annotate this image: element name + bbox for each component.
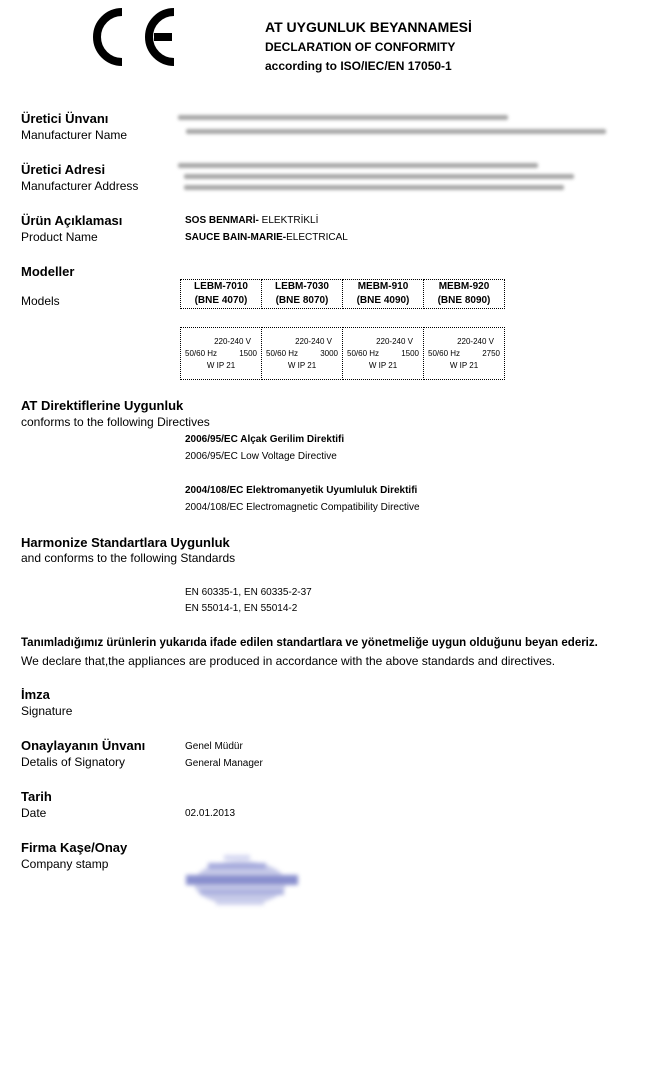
manufacturer-name-redacted bbox=[178, 112, 608, 146]
emc-directive-en: 2004/108/EC Electromagnetic Compatibility Directive bbox=[185, 502, 420, 513]
spec-cell: 220-240 V 50/60 Hz 2750 W IP 21 bbox=[424, 328, 505, 380]
stamp-label-en: Company stamp bbox=[21, 857, 109, 871]
standards-label-en: and conforms to the following Standards bbox=[21, 551, 236, 565]
standard-reference: according to ISO/IEC/EN 17050-1 bbox=[265, 59, 452, 73]
signatory-label-tr: Onaylayanın Ünvanı bbox=[21, 738, 146, 753]
title-english: DECLARATION OF CONFORMITY bbox=[265, 40, 456, 54]
model-cell: MEBM-910 (BNE 4090) bbox=[343, 280, 424, 309]
standards-line-1: EN 60335-1, EN 60335-2-37 bbox=[185, 587, 312, 598]
ce-mark-logo bbox=[92, 6, 188, 68]
manufacturer-name-label-en: Manufacturer Name bbox=[21, 128, 128, 142]
lvd-directive-en: 2006/95/EC Low Voltage Directive bbox=[185, 451, 337, 462]
product-label-en: Product Name bbox=[21, 230, 98, 244]
spec-cell: 220-240 V 50/60 Hz 1500 W IP 21 bbox=[181, 328, 262, 380]
directives-label-tr: AT Direktiflerine Uygunluk bbox=[21, 398, 184, 413]
signature-label-en: Signature bbox=[21, 704, 73, 718]
model-cell: MEBM-920 (BNE 8090) bbox=[424, 280, 505, 309]
models-label-tr: Modeller bbox=[21, 264, 75, 279]
manufacturer-address-label-en: Manufacturer Address bbox=[21, 179, 139, 193]
signatory-label-en: Detalis of Signatory bbox=[21, 755, 126, 769]
models-label-en: Models bbox=[21, 294, 60, 308]
product-label-tr: Ürün Açıklaması bbox=[21, 213, 123, 228]
manufacturer-name-label-tr: Üretici Ünvanı bbox=[21, 111, 109, 126]
date-label-tr: Tarih bbox=[21, 789, 52, 804]
date-label-en: Date bbox=[21, 806, 47, 820]
spec-cell: 220-240 V 50/60 Hz 3000 W IP 21 bbox=[262, 328, 343, 380]
manufacturer-address-redacted bbox=[178, 160, 578, 196]
company-stamp-image bbox=[170, 843, 315, 933]
model-cell: LEBM-7010 (BNE 4070) bbox=[181, 280, 262, 309]
emc-directive-tr: 2004/108/EC Elektromanyetik Uyumluluk Direktifi bbox=[185, 485, 418, 496]
product-value-en: SAUCE BAIN-MARIE-ELECTRICAL bbox=[185, 232, 348, 243]
lvd-directive-tr: 2006/95/EC Alçak Gerilim Direktifi bbox=[185, 434, 345, 445]
standards-label-tr: Harmonize Standartlara Uygunluk bbox=[21, 535, 230, 550]
model-cell: LEBM-7030 (BNE 8070) bbox=[262, 280, 343, 309]
signatory-value-tr: Genel Müdür bbox=[185, 741, 243, 752]
standards-line-2: EN 55014-1, EN 55014-2 bbox=[185, 603, 298, 614]
signature-label-tr: İmza bbox=[21, 687, 50, 702]
product-value-tr: SOS BENMARİ- ELEKTRİKLİ bbox=[185, 215, 319, 226]
signatory-value-en: General Manager bbox=[185, 758, 263, 769]
manufacturer-address-label-tr: Üretici Adresi bbox=[21, 162, 106, 177]
specs-table bbox=[180, 327, 505, 380]
models-table bbox=[180, 279, 505, 309]
stamp-label-tr: Firma Kaşe/Onay bbox=[21, 840, 128, 855]
title-turkish: AT UYGUNLUK BEYANNAMESİ bbox=[265, 19, 472, 35]
spec-cell: 220-240 V 50/60 Hz 1500 W IP 21 bbox=[343, 328, 424, 380]
declaration-en: We declare that,the appliances are produced in accordance with the above standards and directives. bbox=[21, 654, 556, 668]
date-value: 02.01.2013 bbox=[185, 808, 236, 819]
declaration-tr: Tanımladığımız ürünlerin yukarıda ifade edilen standartlara ve yönetmeliğe uygun olduğunu beyan ederiz. bbox=[21, 637, 598, 649]
directives-label-en: conforms to the following Directives bbox=[21, 415, 210, 429]
